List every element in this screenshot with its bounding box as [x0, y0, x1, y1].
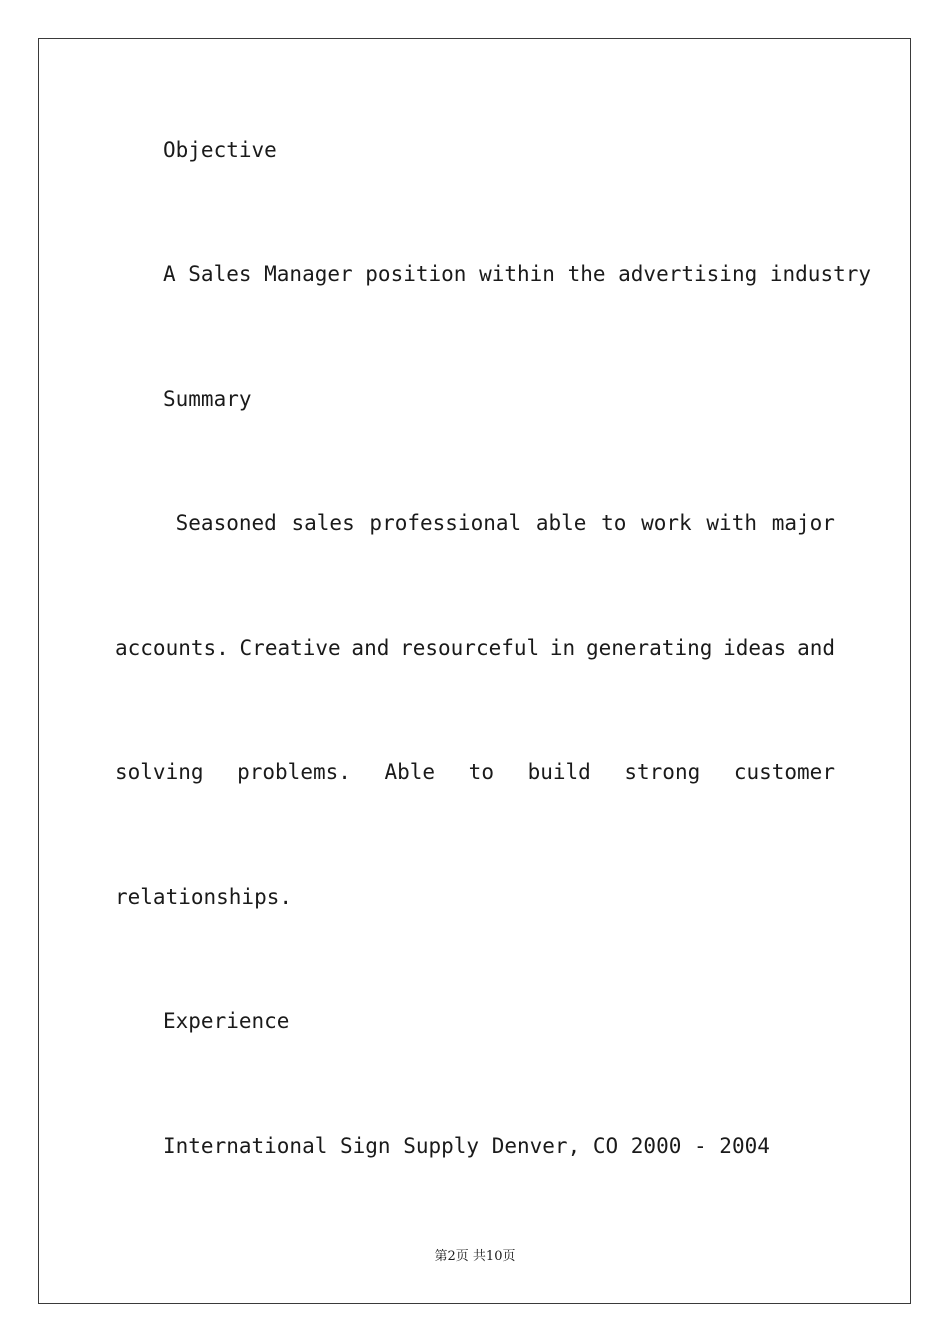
summary-line-1: [163, 510, 835, 536]
summary-word: and: [351, 636, 390, 660]
summary-word: ideas: [723, 636, 787, 660]
summary-word: professional: [369, 511, 522, 535]
experience-heading: Experience: [163, 1009, 290, 1033]
page-indicator: 第2页 共10页: [434, 1249, 516, 1264]
summary-word: solving: [115, 760, 204, 784]
summary-word: Able: [384, 760, 436, 784]
summary-word: major: [771, 511, 835, 535]
summary-heading: Summary: [163, 387, 252, 411]
summary-word: and: [797, 636, 835, 660]
summary-word: work: [641, 511, 692, 535]
summary-word: customer: [733, 760, 835, 784]
summary-word: generating: [585, 636, 713, 660]
summary-line-4: relationships.: [115, 885, 293, 909]
summary-line-3: [115, 759, 835, 785]
summary-word: able: [535, 511, 587, 535]
summary-word: accounts.: [115, 636, 229, 660]
summary-word: problems.: [237, 760, 351, 784]
summary-word: with: [706, 511, 757, 535]
summary-word: resourceful: [400, 636, 540, 660]
summary-word: build: [527, 760, 591, 784]
summary-word: in: [549, 636, 576, 660]
summary-word: to: [601, 511, 627, 535]
summary-word: strong: [624, 760, 701, 784]
experience-entry: International Sign Supply Denver, CO 2000 - 2004: [163, 1134, 770, 1158]
summary-word: sales: [291, 511, 355, 535]
summary-word: to: [468, 760, 494, 784]
objective-text: A Sales Manager position within the advertising industry: [163, 262, 872, 286]
summary-word: Creative: [239, 636, 341, 660]
objective-heading: Objective: [163, 138, 277, 162]
page-frame: [38, 38, 911, 1304]
summary-line-2: [115, 635, 835, 661]
summary-word: Seasoned: [163, 511, 277, 535]
